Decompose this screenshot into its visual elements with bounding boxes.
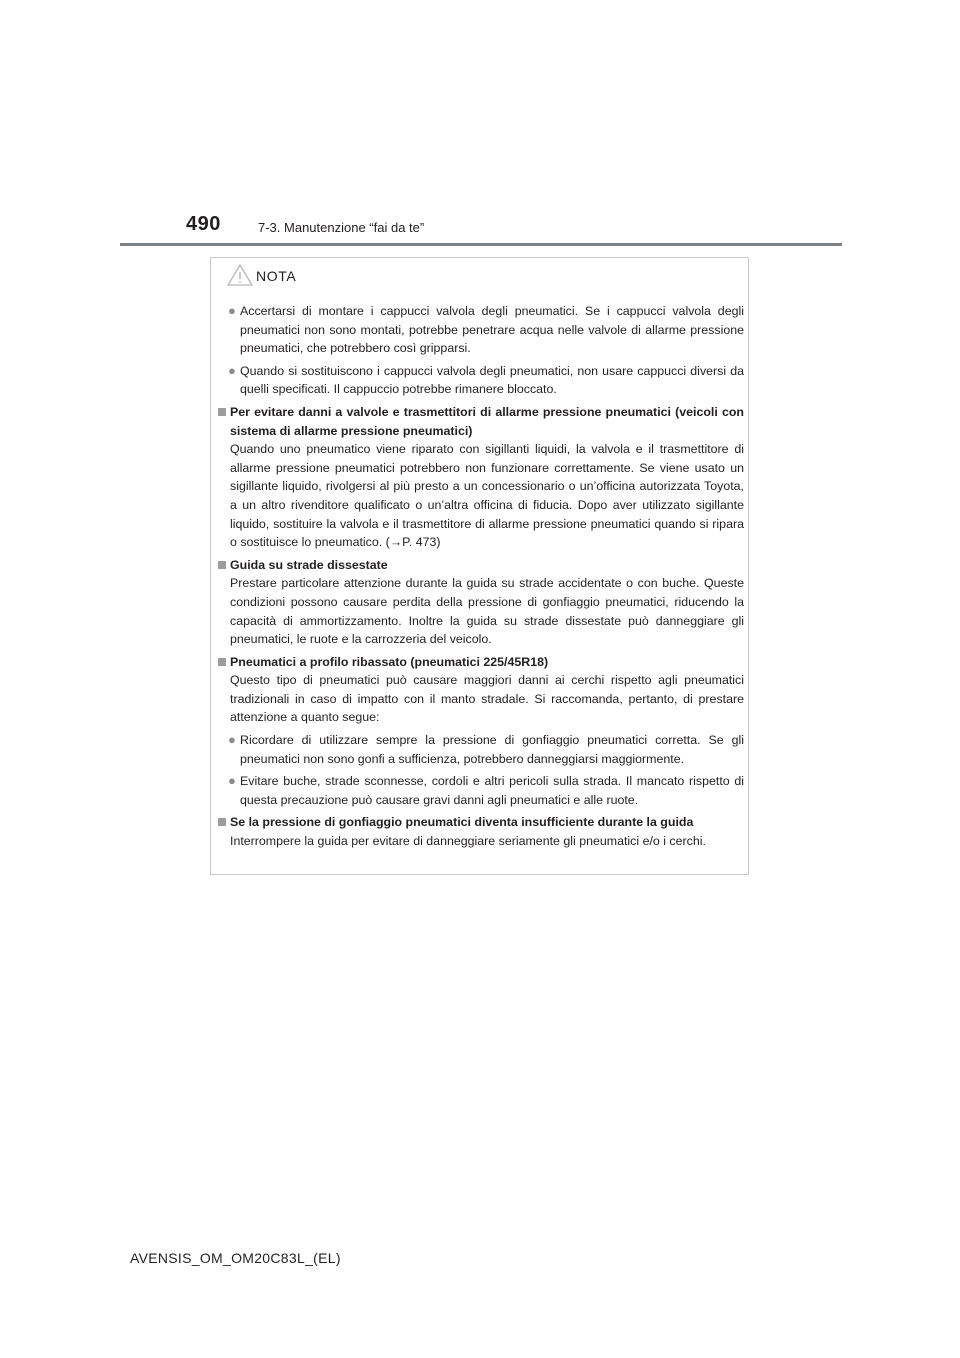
square-bullet-icon	[218, 658, 226, 666]
section-heading-text: Guida su strade dissestate	[230, 557, 388, 572]
note-header	[226, 263, 296, 287]
section-heading	[218, 653, 744, 672]
header-rule	[120, 243, 842, 246]
note-box	[210, 257, 749, 875]
section-paragraph: Questo tipo di pneumatici può causare maggiori danni ai cerchi rispetto agli pneumatici tradizionali in caso di impatto con il manto stradale. Si raccomanda, pertanto, di prestare attenzione a quanto segue:	[230, 673, 744, 725]
bullet-text: Quando si sostituiscono i cappucci valvola degli pneumatici, non usare cappucci diversi da quelli specificati. Il cappuccio potrebbe rimanere bloccato.	[240, 363, 744, 397]
list-item	[218, 772, 744, 809]
section-heading	[218, 403, 744, 440]
bullet-text: Evitare buche, strade sconnesse, cordoli e altri pericoli sulla strada. Il mancato rispetto di questa precauzione può causare gravi danni agli pneumatici e alle ruote.	[240, 774, 744, 807]
square-bullet-icon	[218, 818, 226, 826]
page-reference: P. 473)	[402, 535, 441, 550]
section-heading	[218, 813, 744, 832]
section-heading-text: Per evitare danni a valvole e trasmettitori di allarme pressione pneumatici (veicoli con sistema di allarme pressione pneumatici)	[230, 404, 744, 438]
bullet-text: Ricordare di utilizzare sempre la pressione di gonfiaggio pneumatici corretta. Se gli pneumatici non sono gonfi a sufficienza, potrebbero danneggiarsi maggiormente.	[240, 733, 744, 766]
list-item	[218, 302, 744, 358]
section-paragraph: Interrompere la guida per evitare di danneggiare seriamente gli pneumatici e/o i cerchi.	[230, 834, 706, 849]
bullet-dot-icon: ●	[228, 362, 236, 378]
section-heading-text: Pneumatici a profilo ribassato (pneumatici 225/45R18)	[230, 654, 549, 669]
section-title: 7-3. Manutenzione “fai da te”	[258, 220, 425, 235]
list-item	[218, 362, 744, 399]
section-paragraph: Quando uno pneumatico viene riparato con sigillanti liquidi, la valvola e il trasmettitore di allarme pressione pneumatici potrebbero non funzionare correttamente. Se viene usato un sigillante liquido, rivolgersi al più presto a un concessionario o un’officina autorizzata Toyota, a un altro rivenditore qualificato o un’altra officina di fiducia. Dopo aver utilizzato sigillante liquido, sostituire la valvola e il trasmettitore di allarme pressione pneumatici quando si ripara o sostituisce lo pneumatico. (→P. 473)	[230, 442, 744, 550]
reference-arrow-icon: →	[389, 535, 403, 550]
section-heading	[218, 556, 744, 575]
page-number: 490	[186, 213, 221, 235]
square-bullet-icon	[218, 561, 226, 569]
document-code: AVENSIS_OM_OM20C83L_(EL)	[130, 1250, 341, 1266]
warning-triangle-icon	[226, 263, 254, 287]
bullet-dot-icon: ●	[228, 773, 236, 789]
section-heading-text: Se la pressione di gonfiaggio pneumatici diventa insufficiente durante la guida	[230, 815, 694, 830]
square-bullet-icon	[218, 408, 226, 416]
bullet-text: Accertarsi di montare i cappucci valvola degli pneumatici. Se i cappucci valvola degli pneumatici non sono montati, potrebbe penetrare acqua nelle valvole di allarme pressione pneumatici, che potrebbero così gripparsi.	[240, 304, 744, 356]
note-body	[218, 302, 744, 855]
list-item	[218, 731, 744, 768]
note-label: NOTA	[256, 267, 297, 284]
bullet-dot-icon: ●	[228, 303, 236, 318]
section-paragraph: Prestare particolare attenzione durante la guida su strade accidentate o con buche. Queste condizioni possono causare perdita della pressione di gonfiaggio pneumatici, riducendo la capacità di ammortizzamento. Inoltre la guida su strade dissestate può danneggiare gli pneumatici, le ruote e la carrozzeria del veicolo.	[230, 576, 744, 647]
bullet-dot-icon: ●	[228, 732, 236, 748]
